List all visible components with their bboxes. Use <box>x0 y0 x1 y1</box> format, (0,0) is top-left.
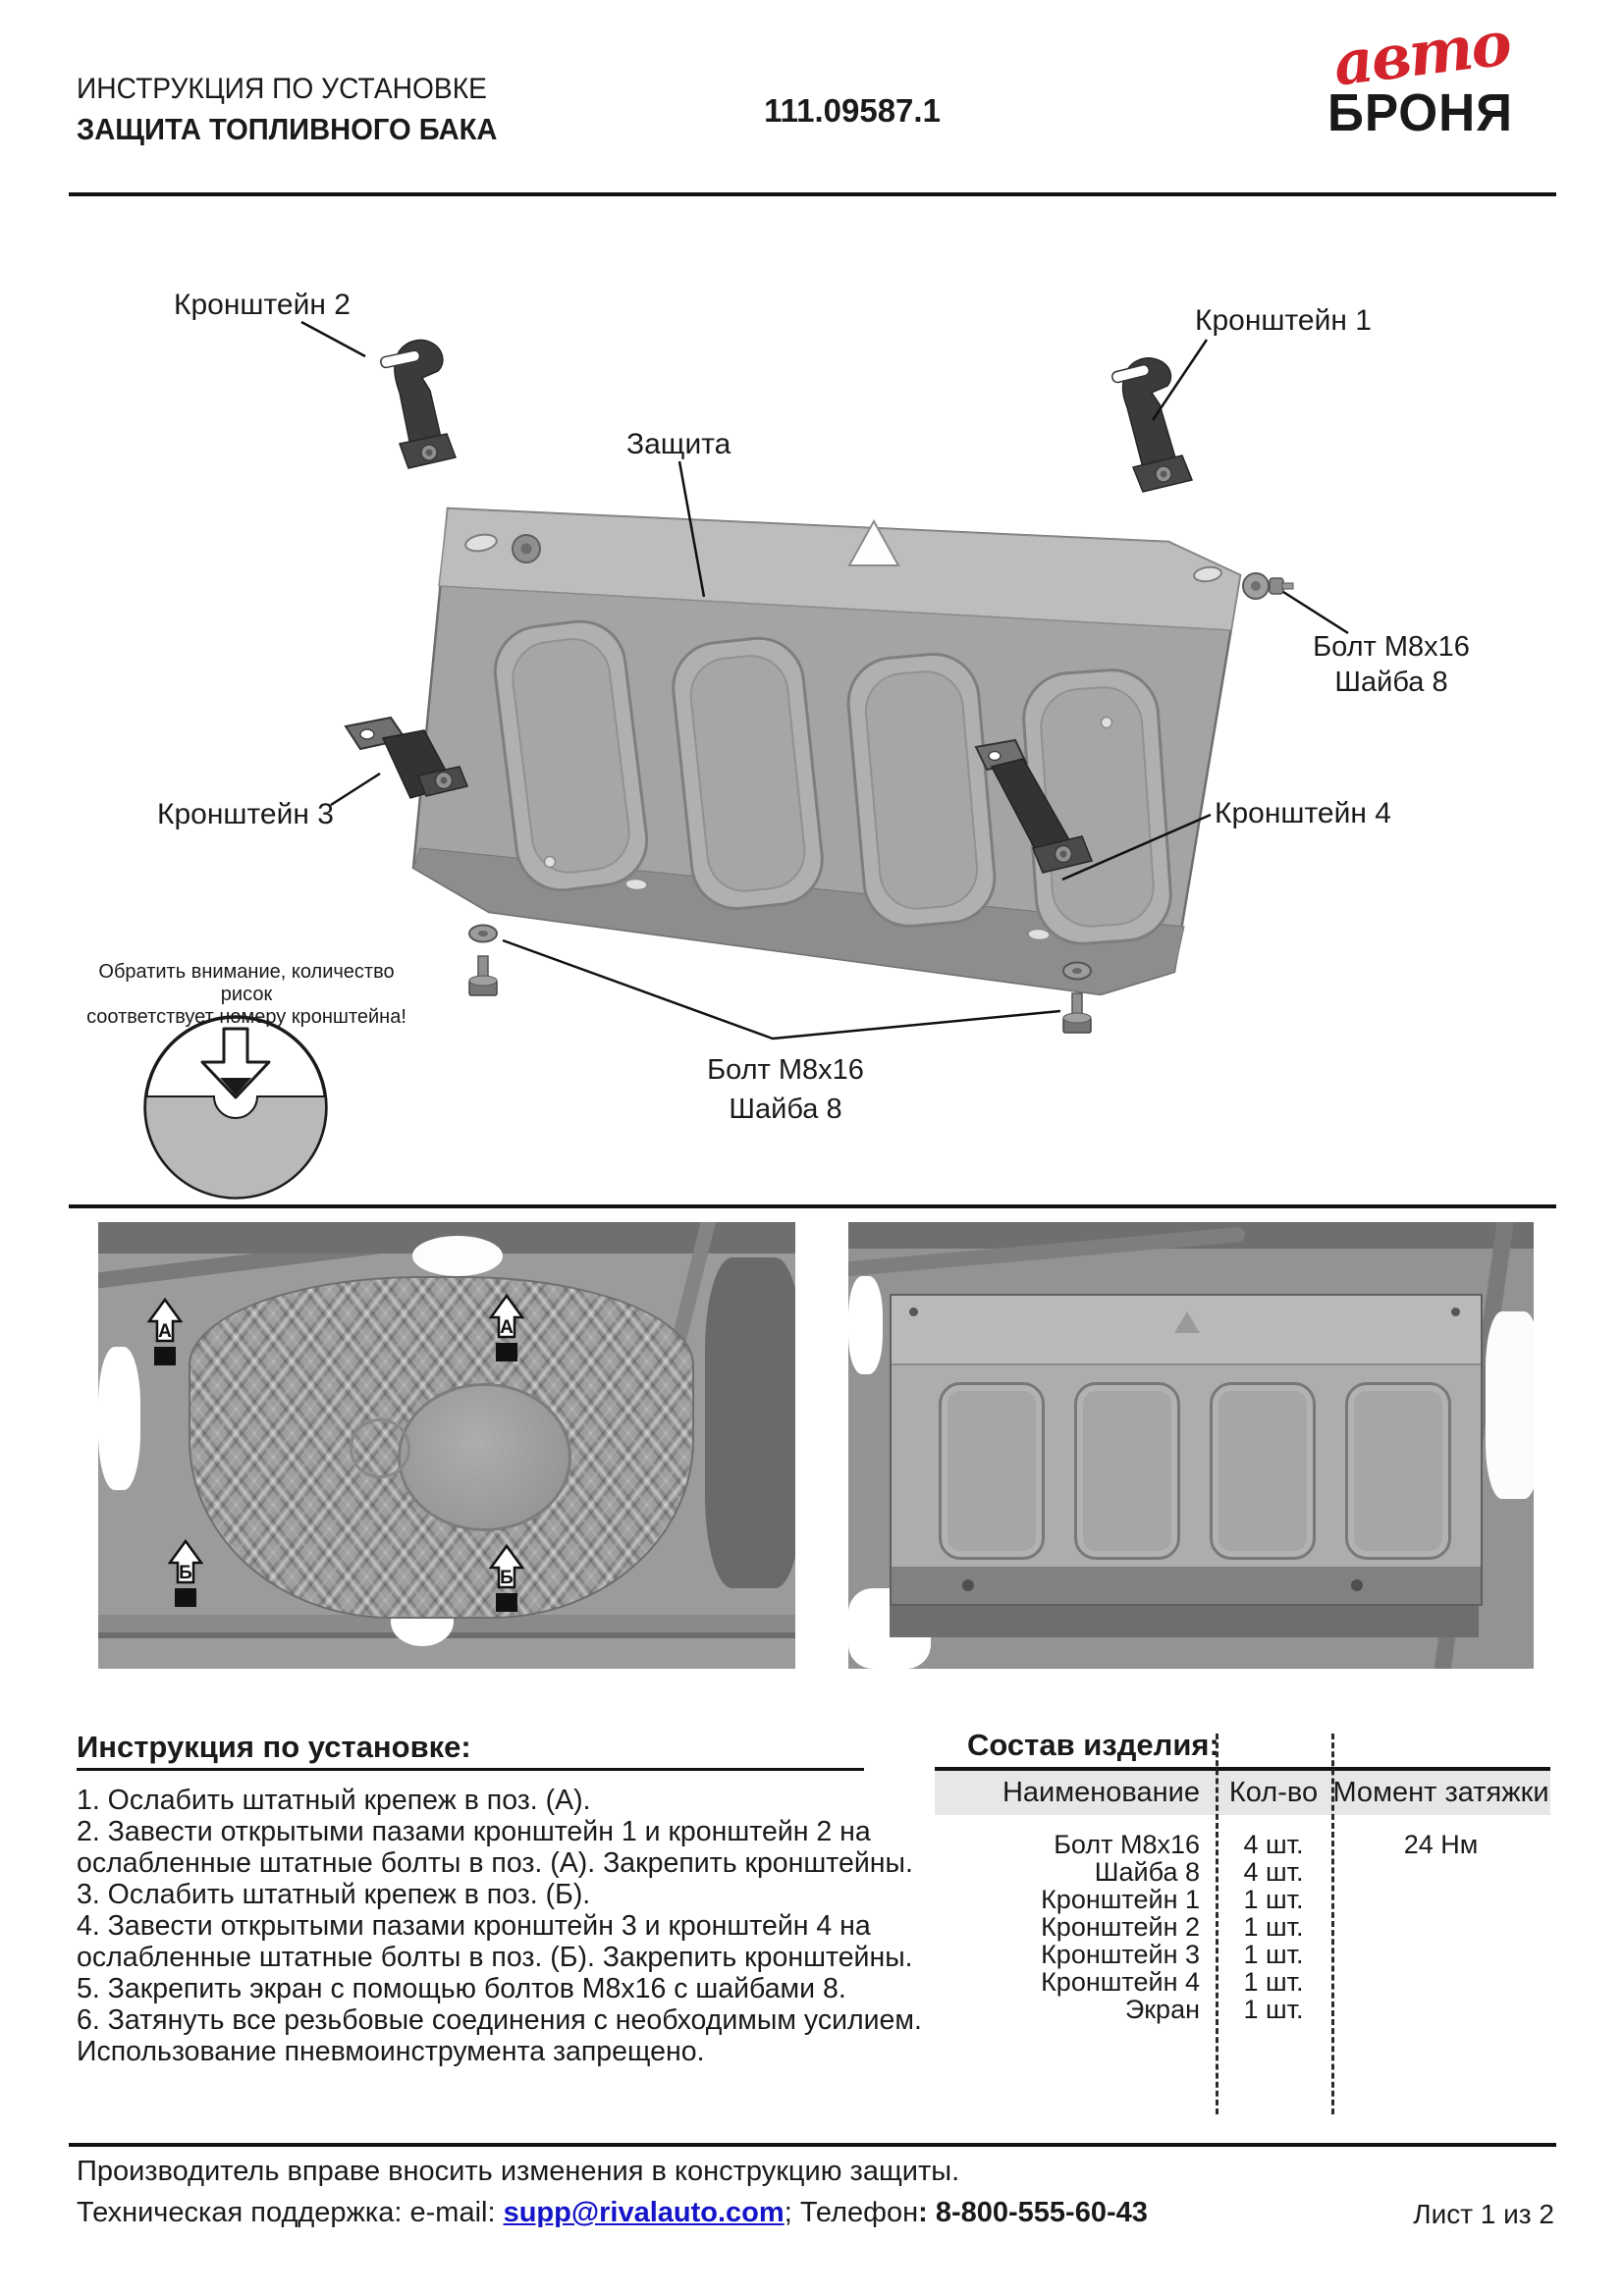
svg-text:Б: Б <box>179 1563 192 1584</box>
doc-title-line1: ИНСТРУКЦИЯ ПО УСТАНОВКЕ <box>77 73 487 105</box>
col-torque-header: Момент затяжки <box>1332 1776 1549 1808</box>
instruction-line: 4. Завести открытыми пазами кронштейн 3 и кронштейн 4 на <box>77 1910 871 1942</box>
photo-installed-shield <box>848 1222 1534 1669</box>
label-shield: Защита <box>626 428 731 460</box>
table-row: Кронштейн 3 1 шт. <box>1041 1940 1304 1969</box>
photos-divider <box>69 1204 1556 1208</box>
support-phone: : 8-800-555-60-43 <box>918 2197 1148 2228</box>
table-row: Болт М8х16 4 шт. 24 Нм <box>1054 1830 1479 1859</box>
footer-disclaimer: Производитель вправе вносить изменения в конструкцию защиты. <box>77 2156 960 2187</box>
logo-block-text: БРОНЯ <box>1327 83 1513 142</box>
instruction-line: 6. Затянуть все резьбовые соединения с необходимым усилием. <box>77 2004 922 2036</box>
bolt-washer-right <box>1243 573 1293 599</box>
svg-text:А: А <box>499 1316 514 1338</box>
instructions-underline <box>77 1768 864 1771</box>
label-bolt-bottom: Болт М8х16 Шайба 8 <box>707 1054 864 1125</box>
instruction-line: ослабленные штатные болты в поз. (Б). Закрепить кронштейны. <box>77 1942 913 1973</box>
instructions-heading: Инструкция по установке: <box>77 1730 471 1764</box>
table-row: Кронштейн 4 1 шт. <box>1041 1967 1304 1997</box>
label-bracket3: Кронштейн 3 <box>157 798 334 830</box>
table-row: Кронштейн 1 1 шт. <box>1041 1885 1304 1914</box>
logo-script-text: авто <box>1329 7 1514 100</box>
footer-divider <box>69 2143 1556 2147</box>
instruction-line: 5. Закрепить экран с помощью болтов М8х16 с шайбами 8. <box>77 1973 846 2004</box>
table-row: Экран 1 шт. <box>1124 1995 1304 2024</box>
col-name-header: Наименование <box>1001 1776 1200 1808</box>
marker-A-right <box>489 1294 524 1362</box>
table-row: Шайба 8 4 шт. <box>1094 1857 1304 1887</box>
instruction-line: 1. Ослабить штатный крепеж в поз. (А). <box>77 1785 591 1816</box>
marker-B-right <box>489 1544 524 1613</box>
footer-support-line <box>77 2197 1148 2229</box>
separator: ; <box>784 2197 800 2228</box>
bolt-washer-bottom-left <box>469 926 497 996</box>
label-bracket4: Кронштейн 4 <box>1215 797 1391 829</box>
instruction-line: 3. Ослабить штатный крепеж в поз. (Б). <box>77 1879 591 1910</box>
attention-note: Обратить внимание, количество рисок соответствует номеру кронштейна! <box>86 961 406 1028</box>
instruction-line: ослабленные штатные болты в поз. (А). Закрепить кронштейны. <box>77 1847 913 1879</box>
label-bracket1: Кронштейн 1 <box>1195 304 1372 337</box>
photo-stock-fasteners <box>98 1222 795 1669</box>
installed-plate <box>890 1294 1483 1606</box>
support-prefix: Техническая поддержка: e-mail: <box>77 2197 504 2228</box>
tank-cap <box>398 1383 570 1532</box>
table-row: Кронштейн 2 1 шт. <box>1041 1912 1304 1942</box>
instruction-line: Использование пневмоинструмента запрещено. <box>77 2036 705 2067</box>
marker-A-left <box>147 1298 183 1366</box>
bolt-washer-bottom-right <box>1063 963 1091 1034</box>
phone-label: Телефон <box>799 2197 919 2228</box>
part-number: 111.09587.1 <box>764 92 941 129</box>
parts-table-header <box>935 1771 1550 1815</box>
support-email-link[interactable]: supp@rivalauto.com <box>503 2197 785 2228</box>
parts-table-rows <box>935 1830 1550 2022</box>
svg-text:Б: Б <box>499 1567 514 1588</box>
doc-title-line2: ЗАЩИТА ТОПЛИВНОГО БАКА <box>77 112 498 146</box>
bracket-2 <box>380 340 456 468</box>
instructions-list <box>77 1785 922 2067</box>
svg-text:А: А <box>157 1321 172 1343</box>
label-bolt-right: Болт М8х16 Шайба 8 <box>1313 631 1470 698</box>
instruction-line: 2. Завести открытыми пазами кронштейн 1 и кронштейн 2 на <box>77 1816 871 1847</box>
marker-B-left <box>168 1539 203 1608</box>
label-bracket2: Кронштейн 2 <box>174 289 351 321</box>
page-indicator: Лист 1 из 2 <box>1413 2199 1554 2229</box>
col-qty-header: Кол-во <box>1228 1776 1319 1808</box>
parts-heading: Состав изделия: <box>967 1728 1219 1762</box>
notch-detail-circle <box>145 1017 326 1198</box>
plate-triangle-mark <box>1174 1311 1200 1333</box>
